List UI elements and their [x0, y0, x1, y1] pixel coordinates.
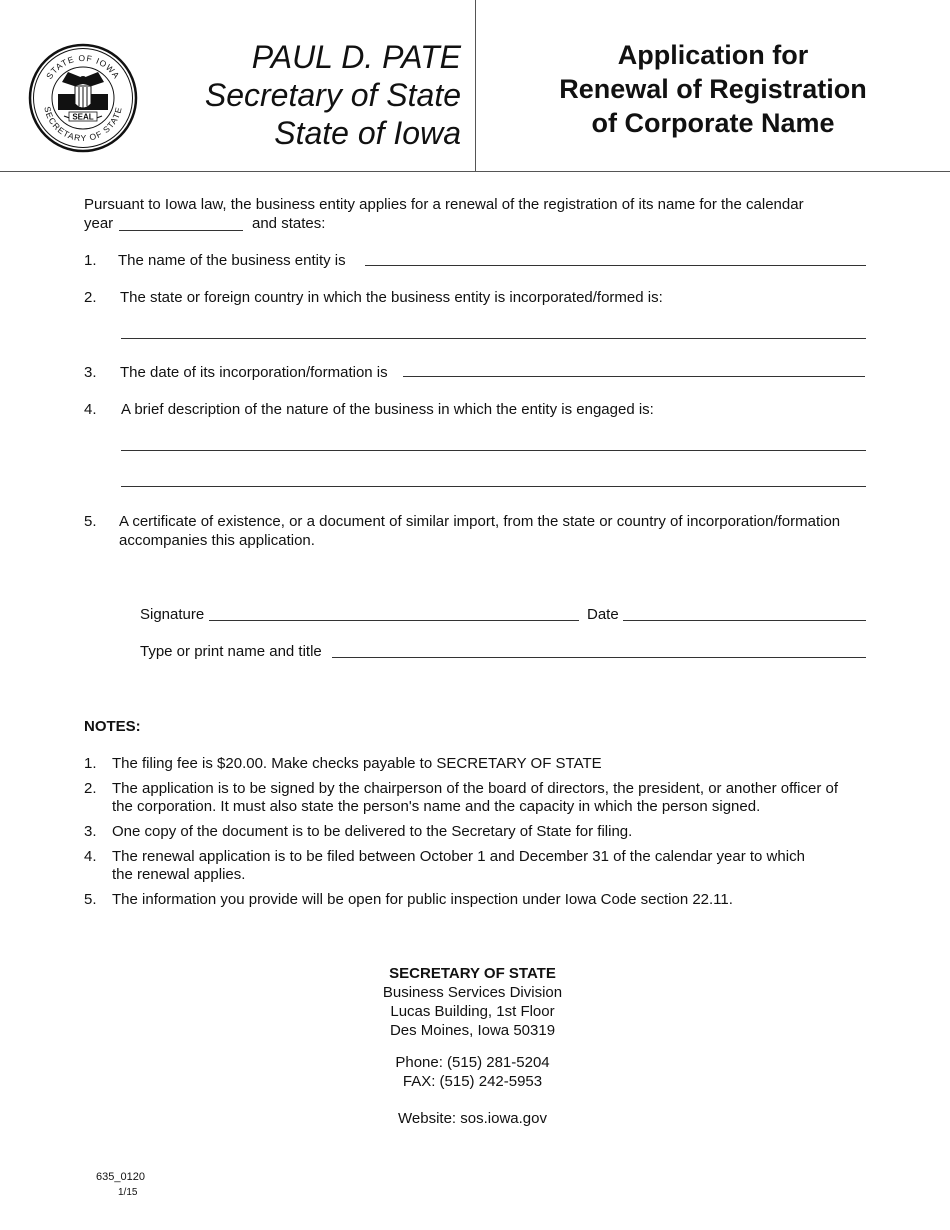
note-4-number: 4. [84, 848, 97, 865]
signature-label: Signature [140, 606, 205, 623]
office-division: Business Services Division [382, 984, 563, 1001]
notes-heading: NOTES: [84, 718, 141, 735]
note-2-number: 2. [84, 780, 97, 797]
item-2-number: 2. [84, 289, 97, 306]
item-5-text-line-2: accompanies this application. [119, 532, 315, 549]
intro-text: Pursuant to Iowa law, the business entity applies for a renewal of the registration of its name for the calendar [84, 196, 804, 213]
item-1-number: 1. [84, 252, 97, 269]
state-seal-icon [28, 42, 138, 154]
item-5-number: 5. [84, 513, 97, 530]
item-4-number: 4. [84, 401, 97, 418]
business-description-field-2[interactable] [121, 486, 866, 487]
note-1-number: 1. [84, 755, 97, 772]
year-field[interactable] [119, 230, 243, 231]
note-4-text-line-1: The renewal application is to be filed between October 1 and December 31 of the calendar year to which [112, 848, 805, 865]
office-building: Lucas Building, 1st Floor [390, 1003, 555, 1020]
office-website: Website: sos.iowa.gov [398, 1110, 547, 1127]
header [0, 0, 950, 172]
document-title [476, 38, 950, 140]
business-description-field-1[interactable] [121, 450, 866, 451]
incorporation-state-field[interactable] [121, 338, 866, 339]
note-5-text: The information you provide will be open for public inspection under Iowa Code section 22.11. [112, 891, 733, 908]
note-2-text-line-1: The application is to be signed by the chairperson of the board of directors, the president, or another officer of [112, 780, 838, 797]
intro-and-states: and states: [252, 215, 326, 232]
svg-text:STATE OF IOWA: STATE OF IOWA [44, 52, 122, 81]
office-city: Des Moines, Iowa 50319 [389, 1022, 556, 1039]
note-1-text: The filing fee is $20.00. Make checks payable to SECRETARY OF STATE [112, 755, 602, 772]
note-4-text-line-2: the renewal applies. [112, 866, 246, 883]
name-title-label: Type or print name and title [140, 643, 322, 660]
form-number: 635_0120 [96, 1171, 145, 1183]
official-state: State of Iowa [274, 115, 461, 151]
office-fax: FAX: (515) 242-5953 [402, 1073, 543, 1090]
note-2-text-line-2: the corporation. It must also state the person's name and the capacity in which the person signed. [112, 798, 761, 815]
item-3-text: The date of its incorporation/formation is [120, 364, 388, 381]
date-field[interactable] [623, 620, 866, 621]
item-2-text: The state or foreign country in which the business entity is incorporated/formed is: [120, 289, 663, 306]
signature-field[interactable] [209, 620, 579, 621]
office-phone: Phone: (515) 281-5204 [395, 1054, 550, 1071]
title-line-2: Renewal of Registration [559, 74, 867, 104]
form-revision: 1/15 [118, 1187, 138, 1198]
note-3-text: One copy of the document is to be delivered to the Secretary of State for filing. [112, 823, 633, 840]
intro-year-label: year [84, 215, 114, 232]
title-line-3: of Corporate Name [591, 108, 835, 138]
incorporation-date-field[interactable] [403, 376, 865, 377]
official-title: Secretary of State [204, 77, 461, 113]
item-5-text-line-1: A certificate of existence, or a document of similar import, from the state or country of incorporation/formation [119, 513, 841, 530]
note-3-number: 3. [84, 823, 97, 840]
item-4-text: A brief description of the nature of the business in which the entity is engaged is: [121, 401, 654, 418]
name-title-field[interactable] [332, 657, 866, 658]
business-name-field[interactable] [365, 265, 866, 266]
svg-text:SEAL: SEAL [72, 112, 94, 122]
item-1-text: The name of the business entity is [118, 252, 346, 269]
date-label: Date [587, 606, 619, 623]
svg-text:SECRETARY OF STATE: SECRETARY OF STATE [42, 105, 124, 144]
official-name: PAUL D. PATE [251, 39, 461, 75]
office-name: SECRETARY OF STATE [389, 965, 556, 982]
note-5-number: 5. [84, 891, 97, 908]
title-line-1: Application for [617, 40, 809, 70]
item-3-number: 3. [84, 364, 97, 381]
official-block [205, 38, 461, 152]
